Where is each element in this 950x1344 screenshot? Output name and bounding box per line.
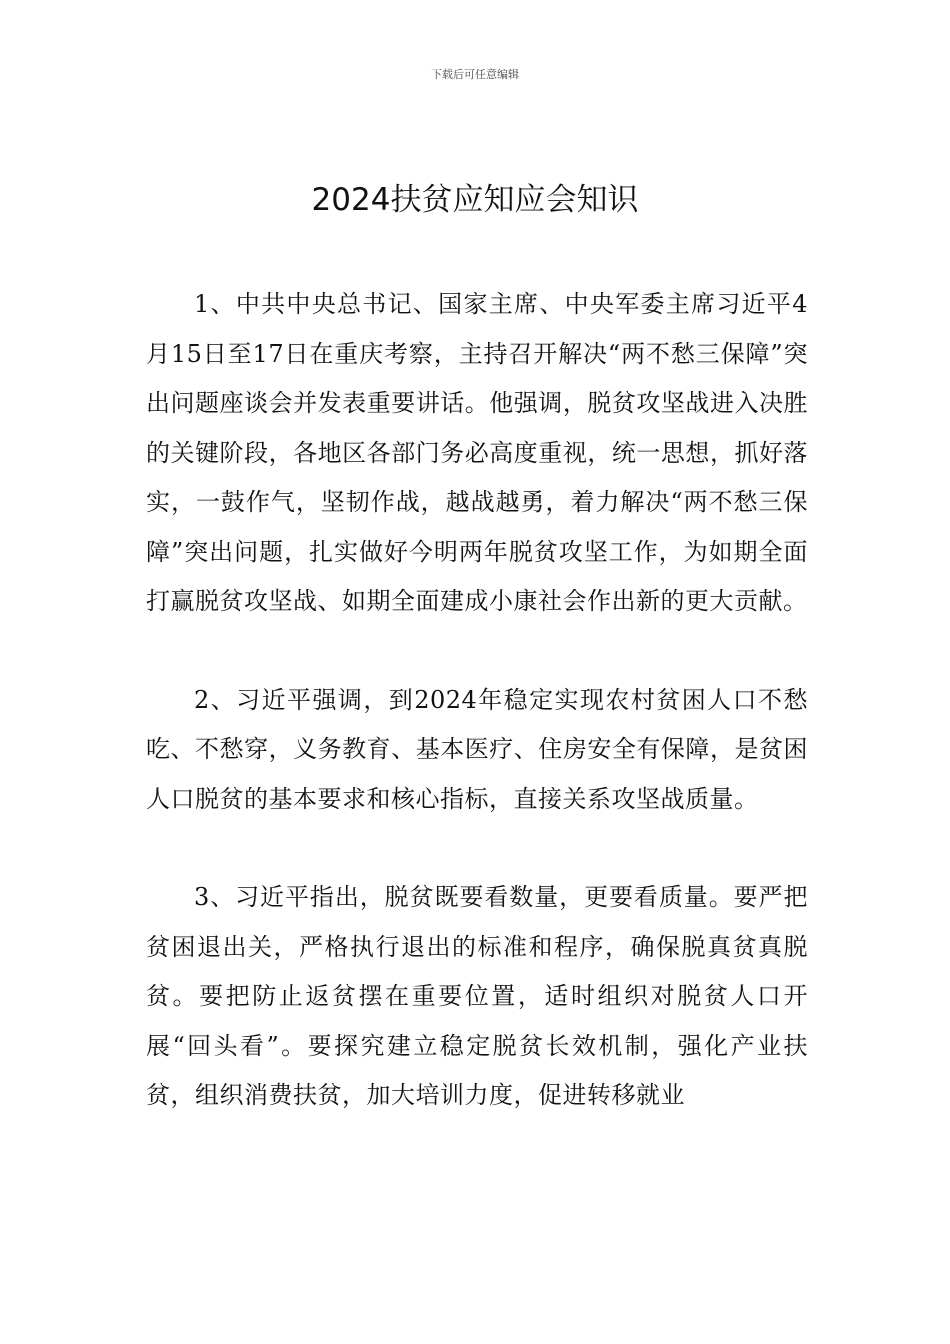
paragraph-3: 3、习近平指出，脱贫既要看数量，更要看质量。要严把贫困退出关，严格执行退出的标准和程序，确保脱真贫真脱贫。要把防止返贫摆在重要位置，适时组织对脱贫人口开展“回头看”。要探究建立稳定脱贫长效机制，强化产业扶贫，组织消费扶贫，加大培训力度，促进转移就业 — [146, 883, 808, 1109]
paragraph-2: 2、习近平强调，到2024年稳定实现农村贫困人口不愁吃、不愁穿，义务教育、基本医疗、住房安全有保障，是贫困人口脱贫的基本要求和核心指标，直接关系攻坚战质量。 — [146, 685, 808, 813]
page-header-note: 下载后可任意编辑 — [431, 68, 519, 81]
document-title: 2024扶贫应知应会知识 — [311, 182, 639, 218]
document-body — [146, 280, 808, 1121]
paragraph-1: 1、中共中央总书记、国家主席、中央军委主席习近平4月15日至17日在重庆考察，主持召开解决“两不愁三保障”突出问题座谈会并发表重要讲话。他强调，脱贫攻坚战进入决胜的关键阶段，各地区各部门务必高度重视，统一思想，抓好落实，一鼓作气，坚韧作战，越战越勇，着力解决“两不愁三保障”突出问题，扎实做好今明两年脱贫攻坚工作，为如期全面打赢脱贫攻坚战、如期全面建成小康社会作出新的更大贡献。 — [146, 290, 808, 615]
